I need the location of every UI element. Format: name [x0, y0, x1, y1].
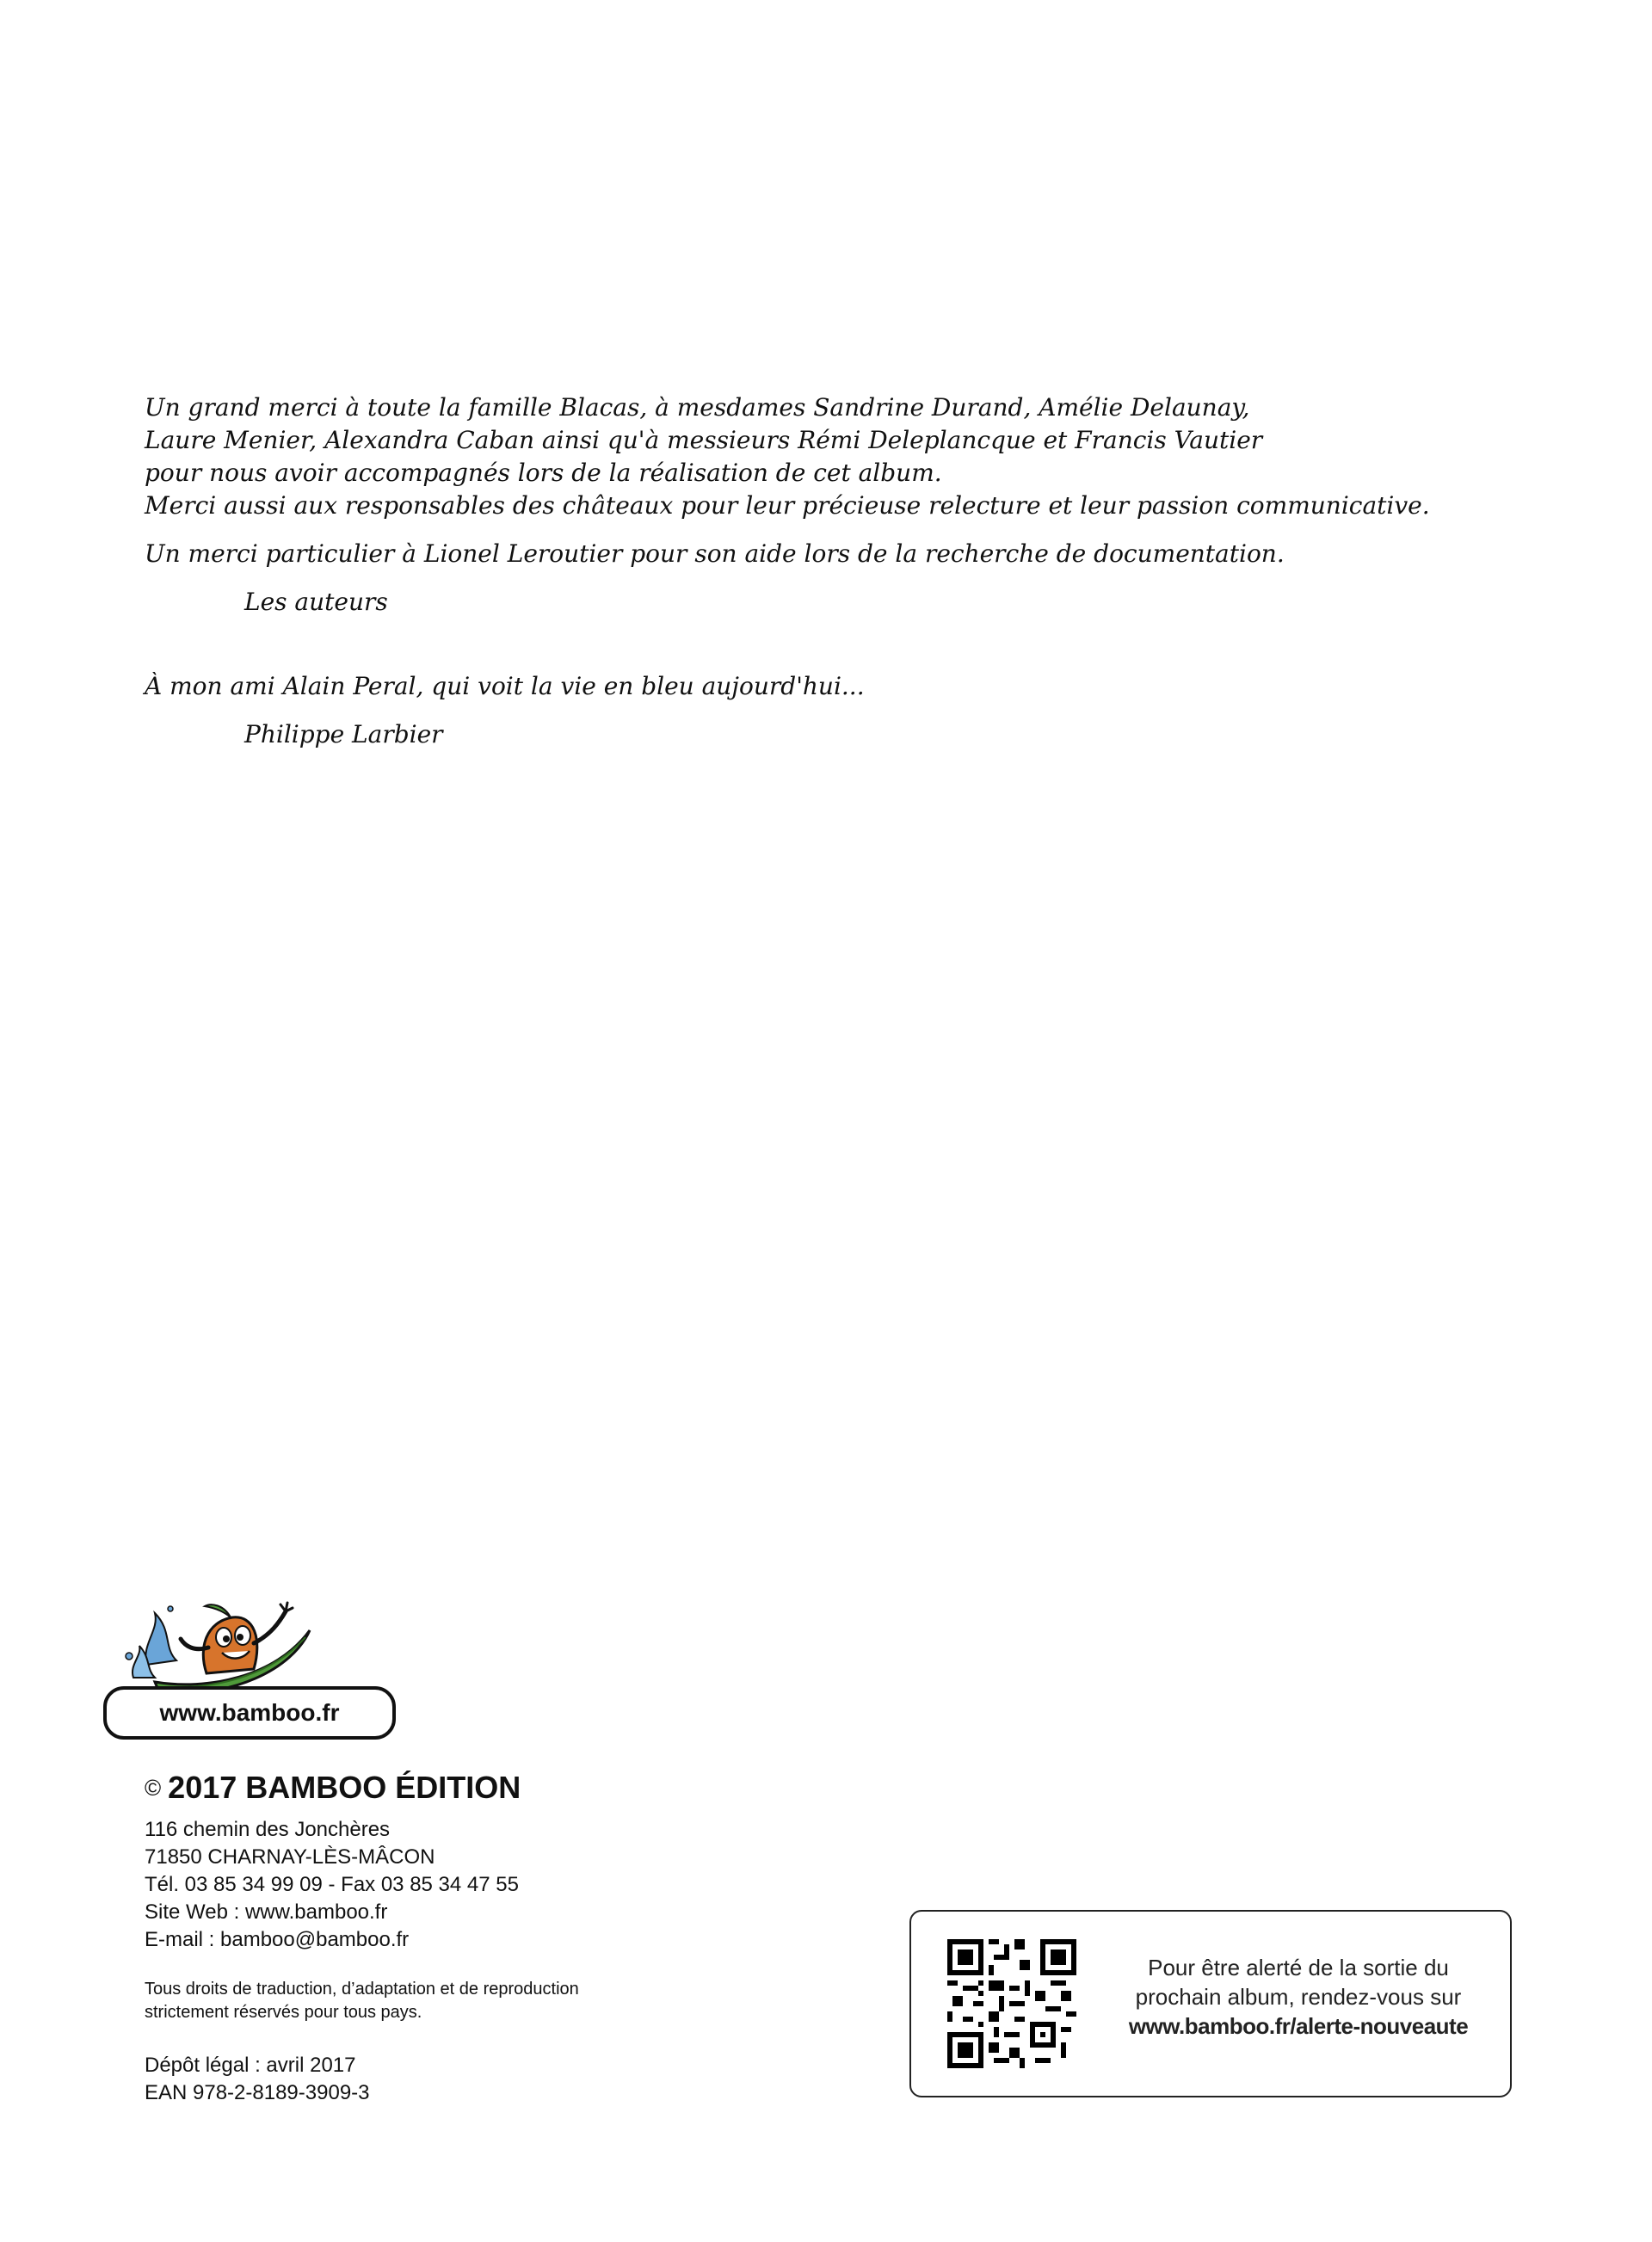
copyright-text: 2017 BAMBOO ÉDITION	[168, 1770, 521, 1805]
copyright-icon: ©	[145, 1775, 162, 1801]
new-release-alert-box	[909, 1910, 1512, 2097]
thanks-line: Un grand merci à toute la famille Blacas, à mesdames Sandrine Durand, Amélie Delaunay,	[145, 393, 1250, 422]
alert-text	[1100, 1953, 1496, 2041]
address-street: 116 chemin des Jonchères	[145, 1818, 391, 1841]
alert-line: Pour être alerté de la sortie du	[1148, 1955, 1449, 1980]
alert-url-link[interactable]: www.bamboo.fr/alerte-nouveaute	[1128, 2013, 1469, 2039]
address-city: 71850 CHARNAY-LÈS-MÂCON	[145, 1845, 435, 1869]
signature-dedication: Philippe Larbier	[244, 720, 443, 748]
logo-url[interactable]: www.bamboo.fr	[103, 1686, 396, 1740]
signature-authors: Les auteurs	[244, 588, 388, 616]
alert-line: prochain album, rendez-vous sur	[1135, 1984, 1462, 2010]
phone-fax: Tél. 03 85 34 99 09 - Fax 03 85 34 47 55	[145, 1873, 519, 1896]
rights-line: strictement réservés pour tous pays.	[145, 2003, 422, 2022]
legal-info	[145, 2052, 747, 2107]
thanks-line: Merci aussi aux responsables des châteaux pour leur précieuse relecture et leur passion communicative.	[145, 491, 1430, 520]
qr-code-icon[interactable]	[947, 1939, 1076, 2068]
rights-line: Tous droits de traduction, d’adaptation et de reproduction	[145, 1980, 579, 1999]
bamboo-logo[interactable]	[95, 1596, 404, 1742]
acknowledgements	[145, 391, 1521, 751]
website: Site Web : www.bamboo.fr	[145, 1900, 388, 1924]
bamboo-mascot-surfing-leaf-icon	[95, 1596, 404, 1699]
copyright	[145, 1768, 747, 1808]
special-thanks: Un merci particulier à Lionel Leroutier pour son aide lors de la recherche de documentation.	[145, 539, 1285, 568]
email: E-mail : bamboo@bamboo.fr	[145, 1928, 410, 1951]
thanks-line: Laure Menier, Alexandra Caban ainsi qu'à messieurs Rémi Deleplancque et Francis Vautier	[145, 426, 1263, 454]
publisher-info	[145, 1768, 747, 2107]
ean: EAN 978-2-8189-3909-3	[145, 2081, 370, 2104]
dedication: À mon ami Alain Peral, qui voit la vie en bleu aujourd'hui...	[145, 672, 865, 700]
thanks-line: pour nous avoir accompagnés lors de la réalisation de cet album.	[145, 459, 942, 487]
legal-deposit: Dépôt légal : avril 2017	[145, 2054, 356, 2077]
rights-notice	[145, 1978, 747, 2024]
